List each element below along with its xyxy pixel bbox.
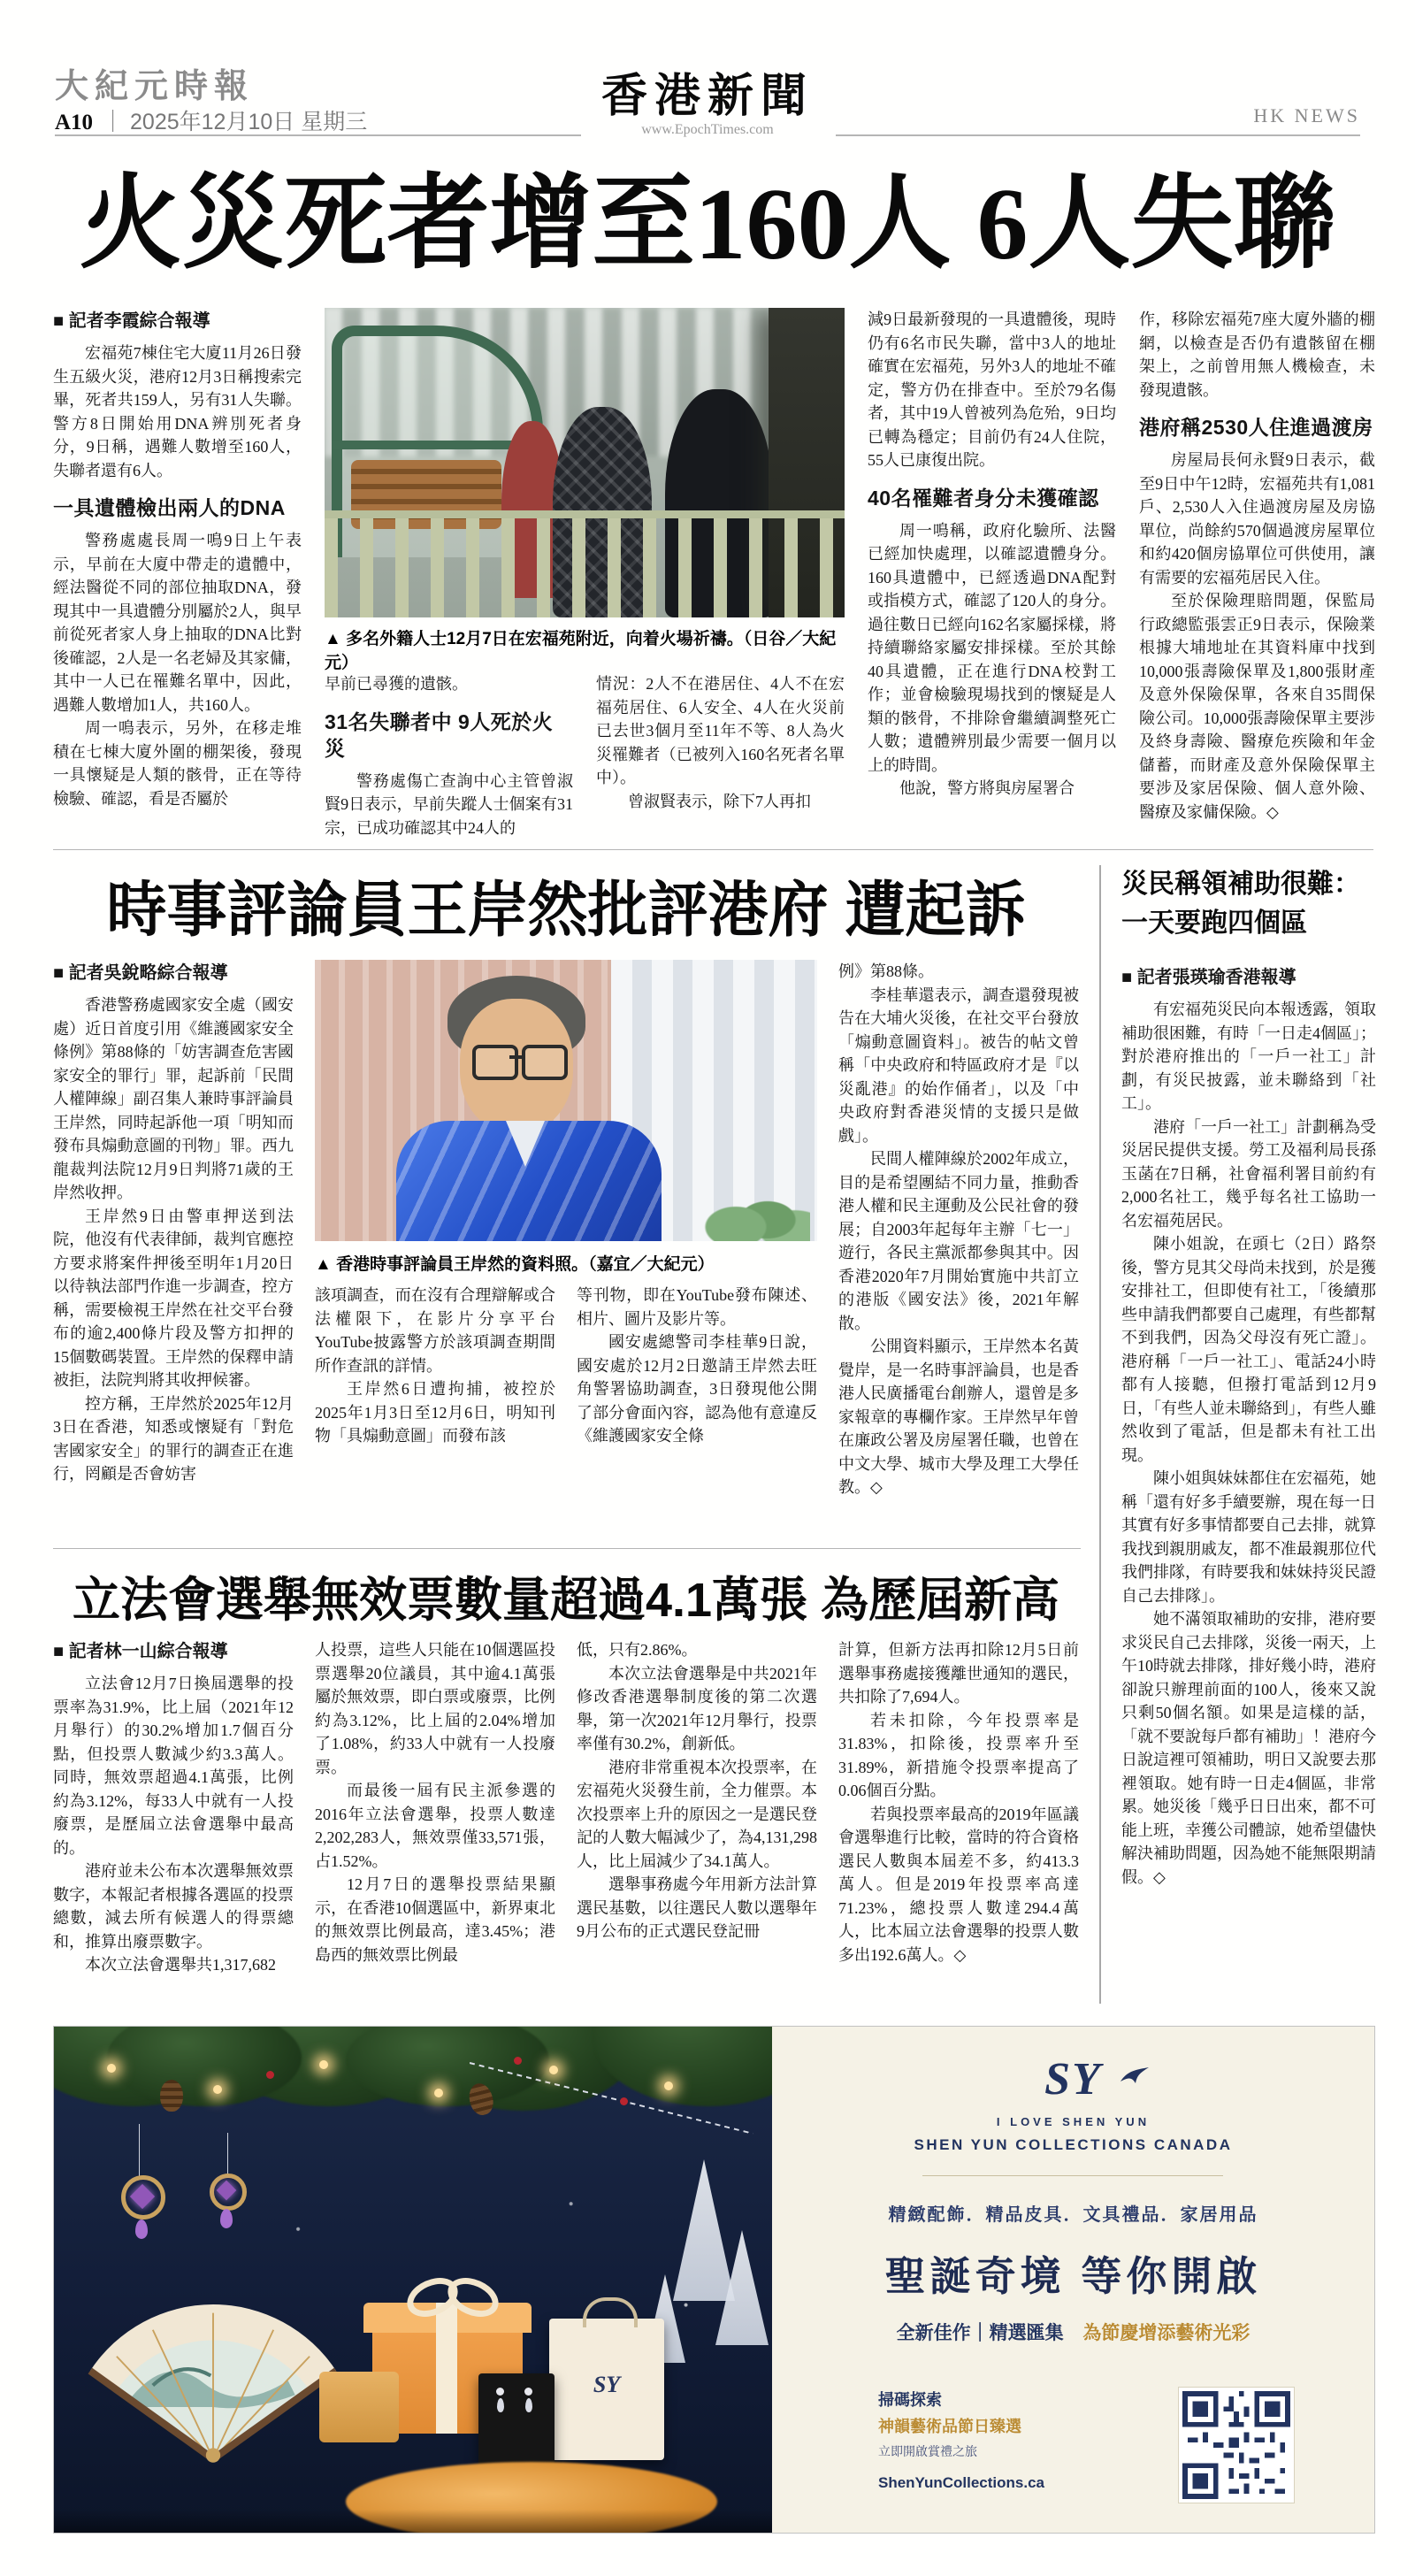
paragraph: 控方稱，王岸然於2025年12月3日在香港，知悉或懷疑有「對危害國家安全」的罪行的調查正在進行，罔顧是否會妨害	[53, 1394, 294, 1483]
paragraph: 香港警務處國家安全處（國安處）近日首度引用《維護國家安全條例》第88條的「妨害調查危害國家安全的罪行」罪，起訴前「民間人權陣線」副召集人兼時事評論員王岸然，同時起訴他一項「明知而發布具煽動意圖的刊物」罪。西九龍裁判法院12月9日判將71歲的王岸然收押。	[53, 996, 294, 1201]
paragraph: 情況：2人不在港居住、4人不在宏福苑居住、6人安全、4人在火災前已去世3個月至11年不等、8人為火災罹難者（已被列入160名死者名單中）。	[596, 675, 845, 786]
ad-categories: 精緻配飾．精品皮具．文具禮品．家居用品	[888, 2205, 1258, 2225]
header-rule-right	[836, 134, 1360, 136]
ad-love-line: I LOVE SHEN YUN	[996, 2115, 1151, 2128]
ad-photo-collage	[54, 2027, 772, 2533]
gift-bag-monogram: SY	[593, 2372, 621, 2397]
paragraph: 國安處總警司李桂華9日說，國安處於12月2日邀請王岸然去旺角警署協助調查，3日發現他公開了部分會面內容，認為他有意違反《維護國家安全條	[577, 1333, 817, 1445]
paragraph: 陳小姐說，在頭七（2日）路祭後，警方見其父母尚未找到，於是獲安排社工，但即使有社工，「後續那些申請我們都要自己處理，有些都幫不到我們，因為父母沒有死亡證」。港府稱「一戶一社工」、電話24小時都有人接聽，但撥打電話到12月9日，「有些人並未聯絡到」，有些人雖然收到了電話，但是都未有社工出現。	[1121, 1235, 1376, 1464]
paragraph: 選舉事務處今年用新方法計算選民基數，以往選民人數以選舉年9月公布的正式選民登記冊	[577, 1875, 817, 1940]
ornament-chain	[227, 2133, 228, 2175]
paragraph: 早前已尋獲的遺骸。	[325, 675, 468, 693]
article2-column-1	[53, 960, 294, 1537]
garland-light	[549, 2066, 558, 2074]
paragraph: 若未扣除，今年投票率是31.83%，扣除後，投票率升至31.89%，新措施令投票率提高了0.06個百分點。	[838, 1711, 1079, 1799]
sub-headline: 一具遺體檢出兩人的DNA	[53, 496, 286, 519]
glasses-bridge	[509, 1055, 524, 1059]
paragraph: 作，移除宏福苑7座大廈外牆的棚網，以檢查是否仍有遺骸留在棚架上，之前曾用無人機檢查，未發現遺骸。	[1139, 310, 1375, 399]
berry	[514, 2057, 522, 2065]
byline: ■ 記者李霞綜合報導	[53, 311, 210, 331]
paragraph: 等刊物，即在YouTube發布陳述、相片、圖片及影片等。	[577, 1286, 817, 1328]
paragraph: 公開資料顯示，王岸然本名黃覺岸，是一名時事評論員，也是香港人民廣播電台創辦人，還曾是多家報章的專欄作家。王岸然早年曾在廉政公署及房屋署任職，也曾在中文大學、城市大學及理工大學任教。◇	[838, 1338, 1079, 1496]
article2-photo-block	[315, 960, 817, 1537]
earring-drop	[497, 2398, 504, 2412]
article1-column-1	[53, 308, 302, 847]
glasses-left-lens	[472, 1045, 518, 1080]
paragraph: 宏福苑7棟住宅大廈11月26日發生五級火災，港府12月3日稱搜索完畢，死者共159人，另有31人失聯。警方8日開始用DNA辨別死者身分，9日稱，遇難人數增至160人，失聯者還有6人。	[53, 344, 302, 479]
article3-headline: 立法會選舉無效票數量超過4.1萬張 為歷屆新高	[72, 1574, 1060, 1627]
paragraph: 若與投票率最高的2019年區議會選舉進行比較，當時的符合資格選民人數與本屆差不多，約413.3萬人。但是2019年投票率高達71.23%，總投票人數達294.4萬人，比本屆立法會選舉的投票人數多出192.6萬人。◇	[838, 1805, 1079, 1964]
swallow-icon	[1119, 2066, 1151, 2085]
paragraph: 他說，警方將與房屋署合	[899, 779, 1075, 797]
sub-headline: 31名失聯者中 9人死於火災	[325, 709, 554, 760]
gift-ribbon	[436, 2303, 457, 2434]
byline: ■ 記者張瑛瑜香港報導	[1121, 968, 1296, 987]
paragraph: 港府並未公布本次選舉無效票數字，本報記者根據各選區的投票總數，減去所有候選人的得票總和，推算出廢票數字。	[53, 1862, 294, 1951]
article1-column-3	[596, 672, 845, 847]
article3-top-rule	[53, 1548, 1081, 1549]
paragraph: 有宏福苑災民向本報透露，領取補助很困難，有時「一日走4個區」；對於港府推出的「一戶一社工」計劃，有災民披露，並未聯絡到「社工」。	[1121, 1000, 1376, 1112]
news-photo-mourners	[325, 308, 845, 617]
paragraph: 立法會12月7日換屆選舉的投票率為31.9%，比上屆（2021年12月舉行）的30.2%增加1.7個百分點，但投票人數減少約3.3萬人。同時，無效票超過4.1萬張，比例約為3.12%，每33人中就有一人投廢票，是歷屆立法會選舉中最高的。	[53, 1675, 294, 1857]
article2-column-3	[577, 1284, 817, 1537]
paragraph: 例》第88條。	[838, 962, 934, 980]
amethyst-drop	[135, 2220, 148, 2239]
pinecone	[160, 2080, 183, 2112]
ad-title: 聖誕奇境 等你開啟	[884, 2253, 1262, 2299]
article2-headline: 時事評論員王岸然批評港府 遭起訴	[106, 877, 1026, 944]
paragraph: 陳小姐與妹妹都住在宏福苑，她稱「還有好多手續要辦，現在每一日其實有好多事情都要自己去排，就算我找到親朋戚友，都不准最親那位代我們排隊，有時要我和妹妹持災民證自己去排隊」。	[1121, 1469, 1376, 1605]
article1-column-5	[1139, 308, 1375, 847]
garland-light	[434, 2089, 443, 2097]
article1-photo-caption: ▲ 多名外籍人士12月7日在宏福苑附近，向着火場祈禱。（日谷／大紀元）	[325, 630, 837, 672]
article1-column-4	[868, 308, 1116, 847]
gift-bag-handle	[583, 2297, 638, 2327]
paragraph: 低，只有2.86%。	[577, 1641, 698, 1659]
issue-date: 2025年12月10日 星期三	[130, 110, 368, 134]
green-fence	[325, 510, 845, 617]
date-separator: ｜	[102, 110, 131, 134]
glasses-right-lens	[522, 1045, 568, 1080]
page-number: A10	[55, 111, 94, 134]
paragraph: 本次立法會選舉是中共2021年修改香港選舉制度後的第二次選舉，第一次2021年12月舉行，投票率僅有30.2%，創新低。	[577, 1664, 817, 1752]
shelter-rail	[332, 441, 531, 449]
paragraph: 港府非常重視本次投票率，在宏福苑火災發生前，全力催票。本次投票率上升的原因之一是選民登記的人數大幅減少了，為4,131,298人，比上屆減少了34.1萬人。	[577, 1758, 817, 1870]
article3-column-1	[53, 1638, 294, 2004]
article2-column-4	[838, 960, 1079, 1537]
garland-light	[107, 2064, 116, 2073]
garland-light	[664, 2082, 673, 2090]
byline: ■ 記者林一山綜合報導	[53, 1642, 228, 1661]
sidebar-column	[1121, 964, 1376, 2004]
paragraph: 王岸然6日遭拘捕，被控於2025年1月3日至12月6日，明知刊物「具煽動意圖」而發布該	[315, 1380, 555, 1445]
ad-brand-line: SHEN YUN COLLECTIONS CANADA	[914, 2136, 1233, 2153]
article1-photo-block	[325, 308, 845, 847]
paragraph: 警務處傷亡查詢中心主管曾淑賢9日表示，早前失蹤人士個案有31宗，已成功確認其中24人的	[325, 771, 573, 837]
paragraph: 她不滿領取補助的安排，港府要求災民自己去排隊，災後一兩天，上午10時就去排隊，排好幾小時，港府卻說只辦理前面的100人，後來又說只剩50個名額。如果是這樣的話，「就不要說每戶都有補助」！港府今日說這裡可領補助，明日又說要去那裡領取。她有時一日走4個區，非常累。她災後「幾乎日日出來，都不可能上班，幸獲公司體諒，她希望儘快解決補助問題，因為她不能無限期請假。◇	[1121, 1610, 1376, 1886]
paragraph: 警務處處長周一鳴9日上午表示，早前在大廈中帶走的遺體中，經法醫從不同的部位抽取DNA，發現其中一具遺體分別屬於2人，與早前從死者家人身上抽取的DNA比對後確認，2人是一名老婦及其家傭，其中一人已在罹難名單中，因此，遇難人數增加1人，共160人。	[53, 532, 302, 714]
masthead-logo: 大紀元時報	[55, 65, 255, 105]
sub-headline: 港府稱2530人住進過渡房	[1139, 416, 1373, 439]
ad-subtitle-left: 全新佳作｜精選匯集	[896, 2323, 1064, 2343]
garland-light	[213, 2085, 222, 2094]
shen-yun-collections-ad[interactable]	[53, 2026, 1375, 2534]
earring-drop	[525, 2398, 532, 2412]
garland-light	[319, 2060, 328, 2069]
paragraph: 王岸然9日由警車押送到法院，他沒有代表律師，裁判官應控方要求將案件押後至明年1月20日以待執法部門作進一步調查，控方稱，需要檢視王岸然在社交平台發布的逾2,400條片段及警方扣押的15個數碼裝置。王岸然的保釋申請被拒，法院判將其收押候審。	[53, 1207, 294, 1389]
section-title-en: HK NEWS	[1253, 104, 1360, 126]
snow-tree	[673, 2159, 735, 2301]
ad-cta: 立即開啟賞禮之旅	[878, 2444, 977, 2458]
byline: ■ 記者吳銳略綜合報導	[53, 963, 228, 983]
paragraph: 本次立法會選舉共1,317,682	[85, 1956, 276, 1974]
amethyst-drop	[220, 2209, 233, 2228]
ornament-chain	[139, 2124, 140, 2177]
paragraph: 計算，但新方法再扣除12月5日前選舉事務處接獲離世通知的選民，共扣除了7,694人。	[838, 1641, 1079, 1706]
sidebar-headline-line2: 一天要跑四個區	[1121, 908, 1307, 938]
paragraph: 減9日最新發現的一具遺體後，現時仍有6名市民失聯，當中3人的地址確實在宏福苑，另外3人的地址不確定，警方仍在排查中。至於79名傷者，其中19人曾被列為危殆，9日均已轉為穩定；目前仍有24人住院，55人已康復出院。	[868, 310, 1116, 469]
berry	[266, 2071, 274, 2079]
website-url: www.EpochTimes.com	[641, 122, 774, 137]
earring-stud	[524, 2388, 532, 2396]
paragraph: 周一鳴稱，政府化驗所、法醫已經加快處理，以確認遺體身分。160具遺體中，已經透過DNA配對或指模方式，確認了120人的身分。過往數日已經向162名家屬採樣，將持續聯絡家屬安排採樣。至於其餘40具遺體，正在進行DNA校對工作；並會檢驗現場找到的懷疑是人類的骸骨，不排除會繼續調整死亡人數；遺體辨別最少需要一個月以上的時間。	[868, 521, 1116, 774]
section-title: 香港新聞	[600, 72, 814, 122]
article3-column-3	[577, 1638, 817, 2004]
sidebar-divider	[1099, 865, 1101, 2004]
ad-text-panel	[772, 2027, 1374, 2533]
header-rule-left	[55, 134, 581, 136]
article3-column-2	[315, 1638, 555, 2004]
sidebar-headline-line1: 災民稱領補助很難：	[1121, 870, 1360, 899]
paragraph: 港府「一戶一社工」計劃稱為受災居民提供支援。勞工及福利局長孫玉菡在7日稱，社會福利署目前約有2,000名社工，幾乎每名社工協助一名宏福苑居民。	[1121, 1117, 1376, 1230]
berry	[620, 2097, 628, 2105]
article2-column-2	[315, 1284, 555, 1537]
paragraph: 民間人權陣線於2002年成立，目的是希望團結不同力量，推動香港人權和民主運動及公民社會的發展；自2003年起每年主辦「七一」遊行，各民主黨派都參與其中。因香港2020年7月開始實施中共訂立的港版《國安法》後，2021年解散。	[838, 1150, 1079, 1332]
article1-headline: 火災死者增至160人 6人失聯	[79, 168, 1336, 281]
shen-yun-logo: SY	[1044, 2054, 1102, 2104]
ad-subtitle-right: 為節慶增添藝術光彩	[1082, 2323, 1251, 2343]
ad-qr-text-block	[878, 2388, 1143, 2492]
ad-scan-label: 掃碼探索	[878, 2391, 942, 2409]
article1-column-2	[325, 672, 573, 847]
paragraph: 房屋局長何永賢9日表示，截至9日中午12時，宏福苑共有1,081戶、2,530人入住過渡房屋及房協單位，尚餘約570個過渡房屋單位和約420個房協單位可供使用，讓有需要的宏福苑居民入住。	[1139, 451, 1375, 586]
ad-website-link[interactable]: ShenYunCollections.ca	[878, 2474, 1044, 2491]
paragraph: 周一鳴表示，另外，在移走堆積在七棟大廈外圍的棚架後，發現一具懷疑是人類的骸骨，正在等待檢驗、確認，看是否屬於	[53, 719, 302, 808]
paragraph: 至於保險理賠問題，保監局行政總監張雲正9日表示，保險業根據大埔地址在其資料庫中找到10,000張壽險保單及1,800張財產及意外保險保單，各來自35間保險公司。10,000張壽險保單主要涉及終身壽險、醫療危疾險和年金儲蓄，而財產及意外保險保單主要涉及家居保險、個人意外險、醫療及家傭保險。◇	[1139, 592, 1375, 821]
ad-subtitle	[772, 2319, 1374, 2345]
ad-divider	[922, 2175, 1223, 2176]
ad-holiday-selection: 神韻藝術品節日臻選	[878, 2418, 1021, 2435]
paragraph: 12月7日的選舉投票結果顯示，在香港10個選區中，新界東北的無效票比例最高，達3.45%；港島西的無效票比例最	[315, 1875, 555, 1964]
gift-box-small	[319, 2372, 399, 2442]
collage-bottom-shade	[54, 2510, 772, 2533]
article1-bottom-rule	[53, 849, 1373, 850]
news-photo-portrait	[315, 960, 817, 1241]
folding-fan	[80, 2292, 346, 2469]
plant-decoration	[704, 1177, 810, 1241]
paragraph: 而最後一屆有民主派參選的2016年立法會選舉，投票人數達2,202,283人，無效票僅33,571張，占1.52%。	[315, 1782, 555, 1870]
article2-photo-caption: ▲ 香港時事評論員王岸然的資料照。（嘉宜／大紀元）	[315, 1255, 715, 1274]
sub-headline: 40名罹難者身分未獲確認	[868, 486, 1099, 510]
paragraph: 該項調查，而在沒有合理辯解或合法權限下，在影片分享平台YouTube披露警方於該項調查期間所作查訊的詳情。	[315, 1286, 555, 1375]
sidebar-headline	[1121, 865, 1376, 943]
paragraph: 人投票，這些人只能在10個選區投票選舉20位議員，其中逾4.1萬張屬於無效票，即白票或廢票，比例約為3.12%，比上屆的2.04%增加了1.08%，約33人中就有一人投廢票。	[315, 1641, 555, 1776]
qr-code[interactable]	[1179, 2388, 1294, 2503]
paragraph: 李桂華還表示，調查還發現被告在大埔火災後，在社交平台發放「煽動意圖資料」。被告的帖文曾稱「中央政府和特區政府才是『以災亂港』的始作俑者」，以及「中央政府對香港災情的支援只是做戲」。	[838, 985, 1079, 1145]
earring-stud	[496, 2388, 504, 2396]
article3-column-4	[838, 1638, 1079, 2004]
paragraph: 曾淑賢表示，除下7人再扣	[628, 792, 811, 810]
